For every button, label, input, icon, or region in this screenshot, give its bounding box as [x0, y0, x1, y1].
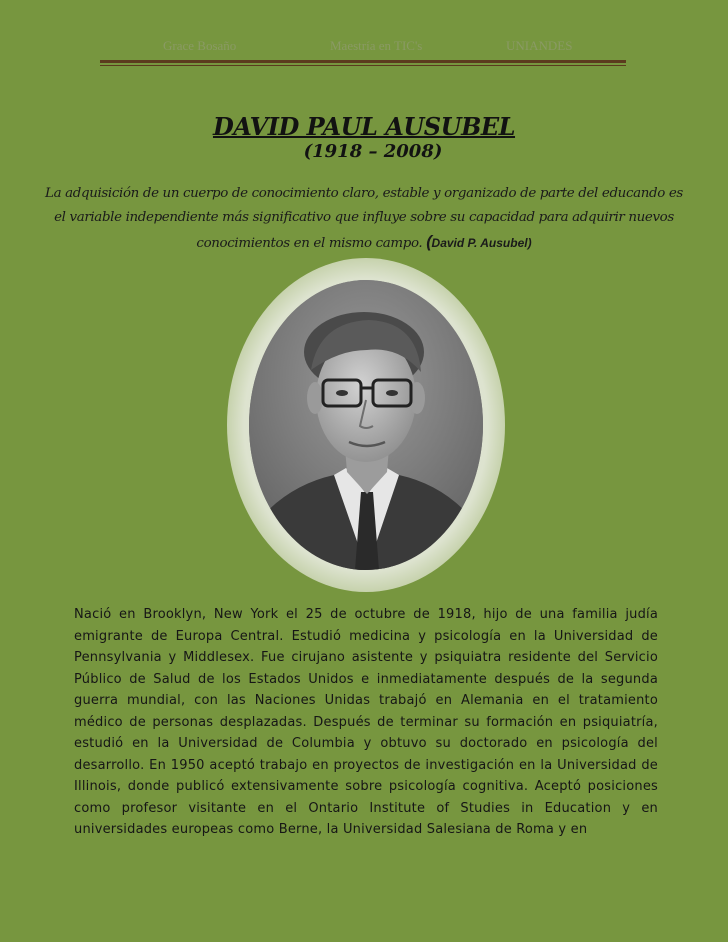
portrait-frame: [227, 258, 505, 592]
header-institution: UNIANDES: [506, 38, 573, 53]
quote-paren: (: [426, 232, 432, 251]
quote-author: David P. Ausubel): [431, 236, 532, 250]
header-author: Grace Bosaño: [163, 38, 237, 53]
page-title: DAVID PAUL AUSUBEL: [212, 112, 516, 141]
quote-text: La adquisición de un cuerpo de conocimiento claro, estable y organizado de parte del educando es el variable independiente más significativo que influye sobre su capacidad para adquirir nuevos conocimientos en el mismo campo.: [45, 186, 683, 251]
header-rule-thick: [100, 60, 626, 63]
life-years: (1918 – 2008): [303, 141, 443, 162]
biography-paragraph: Nació en Brooklyn, New York el 25 de octubre de 1918, hijo de una familia judía emigrante de Europa Central. Estudió medicina y psicología en la Universidad de Pennsylvania y Middlesex. Fue cirujano asistente y psiquiatra residente del Servicio Público de Salud de los Estados Unidos e inmediatamente después de la segunda guerra mundial, con las Naciones Unidas trabajó en Alemania en el tratamiento médico de personas desplazadas. Después de terminar su formación en psiquiatría, estudió en la Universidad de Columbia y obtuvo su doctorado en psicología del desarrollo. En 1950 aceptó trabajo en proyectos de investigación en la Universidad de Illinois, donde publicó extensivamente sobre psicología cognitiva. Aceptó posiciones como profesor visitante en el Ontario Institute of Studies in Education y en universidades europeas como Berne, la Universidad Salesiana de Roma y en: [74, 607, 658, 837]
portrait-photo-icon: [249, 280, 483, 570]
page-header: [0, 38, 728, 54]
header-program: Maestría en TIC's: [330, 38, 423, 53]
epigraph-quote: [44, 182, 684, 256]
header-rule-thin: [100, 65, 626, 66]
